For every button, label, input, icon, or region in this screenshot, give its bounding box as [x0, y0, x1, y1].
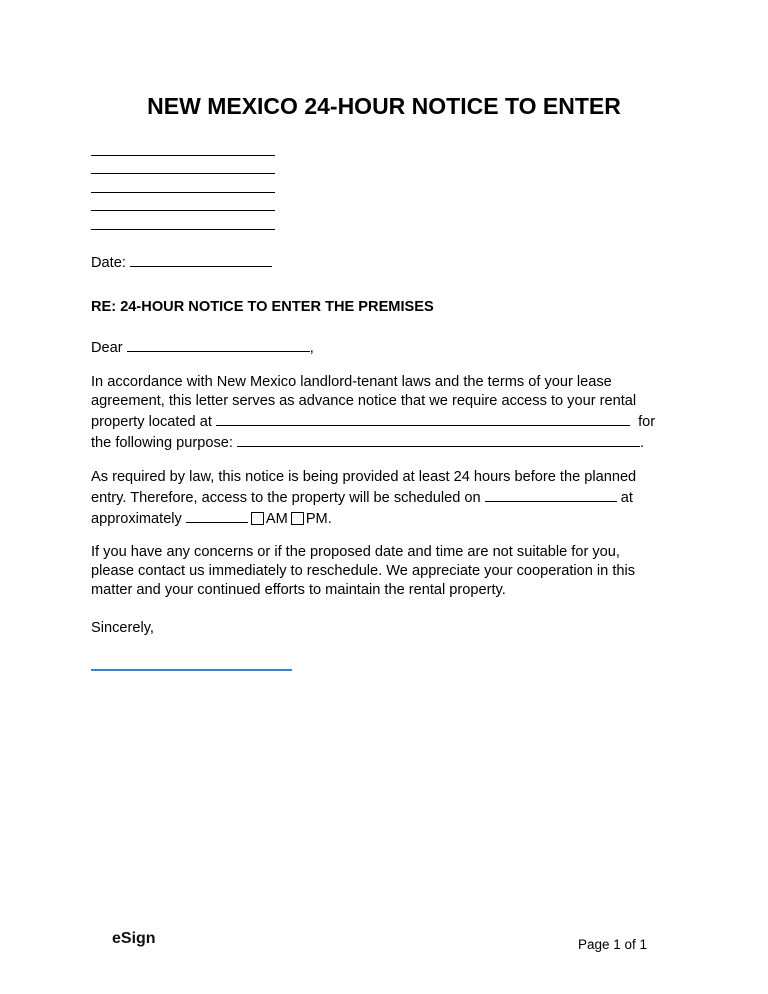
closing: Sincerely, [91, 620, 154, 636]
subject-line: RE: 24-HOUR NOTICE TO ENTER THE PREMISES [91, 299, 434, 315]
purpose-field[interactable] [237, 432, 640, 447]
date-row [91, 252, 272, 273]
am-checkbox[interactable] [251, 512, 264, 525]
address-line-5[interactable] [91, 229, 275, 230]
paragraph-notice [91, 373, 663, 453]
date-label: Date: [91, 255, 126, 271]
property-label: property located at [91, 414, 212, 430]
approx-label: approximately [91, 511, 182, 527]
purpose-period: . [640, 435, 645, 451]
entry-date-field[interactable] [485, 487, 617, 502]
para1-line1: In accordance with New Mexico landlord-tenant laws and the terms of your lease [91, 374, 612, 390]
para3-line1: If you have any concerns or if the proposed date and time are not suitable for you, [91, 544, 620, 560]
entry-time-field[interactable] [186, 508, 248, 523]
purpose-label: the following purpose: [91, 435, 233, 451]
para2-line2 [91, 487, 663, 508]
address-line-1[interactable] [91, 155, 275, 156]
document-title: NEW MEXICO 24-HOUR NOTICE TO ENTER [147, 93, 621, 119]
para1-line2: agreement, this letter serves as advance notice that we require access to your rental [91, 393, 637, 409]
am-label: AM [265, 511, 288, 527]
para2-line1: As required by law, this notice is being provided at least 24 hours before the planned [91, 469, 637, 485]
para1-line4 [91, 432, 663, 453]
page-number: Page 1 of 1 [578, 937, 648, 952]
salutation-comma: , [309, 340, 314, 356]
paragraph-concerns [91, 543, 663, 600]
at-text: at [620, 490, 633, 506]
schedule-label: entry. Therefore, access to the property will be scheduled on [91, 490, 481, 506]
para2-line3 [91, 508, 663, 529]
esign-logo: eSign [112, 930, 156, 947]
address-line-4[interactable] [91, 210, 275, 211]
pm-label: PM. [305, 511, 332, 527]
signature-line[interactable] [91, 669, 292, 671]
para1-line3 [91, 411, 663, 432]
address-line-3[interactable] [91, 192, 275, 193]
property-address-field[interactable] [216, 411, 630, 426]
paragraph-schedule [91, 468, 663, 529]
para3-line3: matter and your continued efforts to maintain the rental property. [91, 582, 506, 598]
salutation-label: Dear [91, 340, 123, 356]
para3-line2: please contact us immediately to reschedule. We appreciate your cooperation in this [91, 563, 636, 579]
date-field[interactable] [130, 252, 272, 267]
pm-checkbox[interactable] [291, 512, 304, 525]
for-text: for [638, 414, 656, 430]
address-line-2[interactable] [91, 173, 275, 174]
recipient-name-field[interactable] [127, 337, 310, 352]
salutation-row [91, 337, 314, 358]
